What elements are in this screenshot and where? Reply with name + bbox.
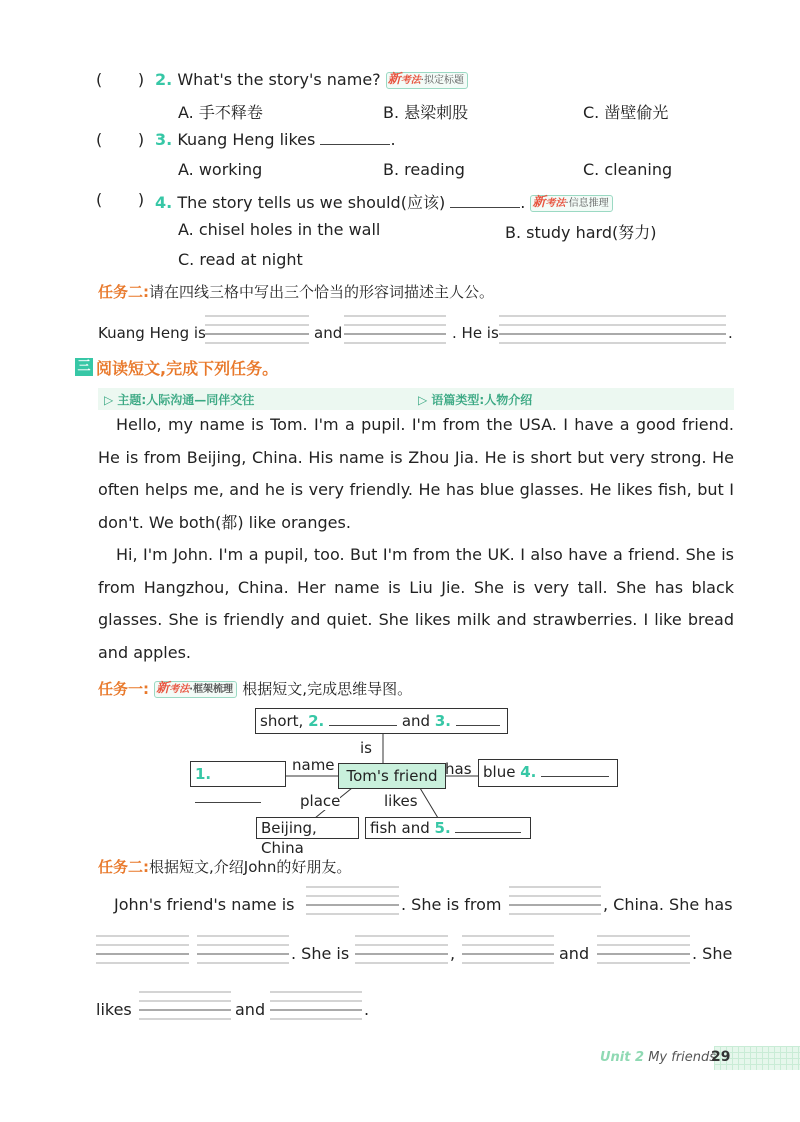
- mindmap-label-is: is: [360, 739, 372, 757]
- writing-label: Kuang Heng is: [98, 324, 206, 342]
- play-icon: ▷: [104, 393, 118, 407]
- option-a[interactable]: A. chisel holes in the wall: [178, 220, 381, 239]
- question-number: 2.: [155, 70, 173, 89]
- question-number: 3.: [155, 130, 173, 149]
- answer-paren[interactable]: ( ): [96, 130, 145, 149]
- new-method-tag: 新考法·框架梳理: [154, 681, 237, 698]
- writing-label: . She is: [291, 944, 350, 963]
- new-method-tag: 新考法·拟定标题: [386, 72, 468, 89]
- mindmap-label-place: place: [300, 792, 341, 810]
- theme-topic: ▷ 主题:人际沟通—同伴交往: [104, 393, 255, 407]
- option-b[interactable]: B. 悬梁刺股: [383, 103, 469, 122]
- mindmap-box-right: blue 4.: [478, 759, 618, 787]
- option-c[interactable]: C. 凿壁偷光: [583, 103, 669, 122]
- option-c[interactable]: C. cleaning: [583, 160, 673, 179]
- writing-label: and: [559, 944, 590, 963]
- question-text: The story tells us we should(应该): [177, 193, 446, 212]
- writing-label: . She: [692, 944, 733, 963]
- mindmap-label-name: name: [292, 756, 335, 774]
- answer-paren[interactable]: ( ): [96, 190, 145, 209]
- mindmap-center: Tom's friend: [338, 763, 446, 789]
- passage-paragraph-2: Hi, I'm John. I'm a pupil, too. But I'm from the UK. I also have a friend. She is from Hangzhou, China. Her name is Liu Jie. She is very tall. She has black glasses. She is friendly and quiet. She likes milk and strawberries. I like bread and apples.: [98, 545, 734, 662]
- answer-paren[interactable]: ( ): [96, 70, 145, 89]
- task-heading: 任务二:根据短文,介绍John的好朋友。: [98, 858, 352, 876]
- task-heading: 任务一: 新考法·框架梳理 根据短文,完成思维导图。: [98, 680, 413, 698]
- writing-label: , China. She has: [603, 895, 733, 914]
- footer-unit: Unit 2 My friends: [600, 1050, 717, 1065]
- mindmap-box-bottom-left: Beijing, China: [256, 817, 359, 839]
- task-heading: 任务二:请在四线三格中写出三个恰当的形容词描述主人公。: [98, 283, 495, 301]
- writing-label: . He is: [452, 324, 499, 342]
- section-title: 阅读短文,完成下列任务。: [96, 359, 279, 378]
- passage-paragraph-1: Hello, my name is Tom. I'm a pupil. I'm from the USA. I have a good friend. He is from Beijing, China. His name is Zhou Jia. He is short but very strong. He often helps me, and he is very friendly. He has blue glasses. He likes fish, but I don't. We both(都) like oranges.: [98, 415, 734, 532]
- writing-label: .: [728, 324, 733, 342]
- question-text: Kuang Heng likes: [177, 130, 316, 149]
- writing-label: . She is from: [401, 895, 502, 914]
- writing-label: .: [364, 1000, 370, 1019]
- mindmap-label-has: has: [445, 760, 472, 778]
- option-b[interactable]: B. reading: [383, 160, 465, 179]
- writing-label: ,: [450, 944, 456, 963]
- mindmap-box-bottom-right: fish and 5.: [365, 817, 531, 839]
- new-method-tag: 新考法·信息推理: [530, 195, 612, 212]
- option-a[interactable]: A. 手不释卷: [178, 103, 263, 122]
- option-b[interactable]: B. study hard(努力): [505, 223, 657, 242]
- theme-genre: ▷ 语篇类型:人物介绍: [418, 393, 533, 407]
- writing-label: and: [235, 1000, 266, 1019]
- option-c[interactable]: C. read at night: [178, 250, 303, 269]
- question-number: 4.: [155, 193, 173, 212]
- writing-label: and: [314, 324, 343, 342]
- page-number: 29: [711, 1049, 731, 1065]
- question-4: 4. The story tells us we should(应该) . 新考法·信息推理: [155, 190, 613, 213]
- writing-label: likes: [96, 1000, 132, 1019]
- option-a[interactable]: A. working: [178, 160, 263, 179]
- play-icon: ▷: [418, 393, 432, 407]
- question-text: What's the story's name?: [177, 70, 381, 89]
- mindmap-box-top: short, 2. and 3.: [255, 708, 508, 734]
- mindmap-box-left: 1.: [190, 761, 286, 787]
- mindmap-label-likes: likes: [384, 792, 418, 810]
- question-3: 3. Kuang Heng likes .: [155, 130, 396, 149]
- writing-label: John's friend's name is: [114, 895, 295, 914]
- section-icon: 三: [75, 358, 93, 376]
